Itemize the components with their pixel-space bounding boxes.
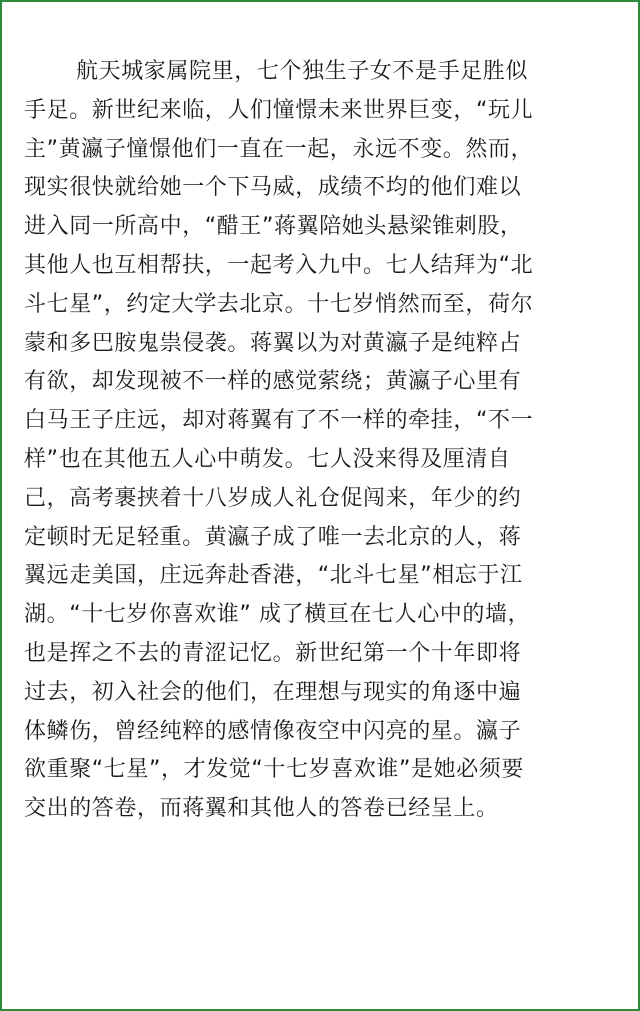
paragraph-line: 有欲，却发现被不一样的感觉萦绕；黄瀛子心里有 — [24, 369, 522, 395]
paragraph-line: 也是挥之不去的青涩记忆。新世纪第一个十年即将 — [24, 640, 522, 666]
paragraph-line: 湖。“十七岁你喜欢谁” 成了横亘在七人心中的墙， — [24, 602, 531, 628]
paragraph-line: 欲重聚“七星”，才发觉“十七岁喜欢谁”是她必须要 — [24, 757, 524, 783]
paragraph-line: 手足。新世纪来临，人们憧憬未来世界巨变，“玩儿 — [24, 97, 534, 123]
paragraph-line: 斗七星”，约定大学去北京。十七岁悄然而至，荷尔 — [24, 291, 534, 317]
paragraph-line: 主”黄瀛子憧憬他们一直在一起，永远不变。然而， — [24, 136, 534, 162]
paragraph-line: 白马王子庄远，却对蒋翼有了不一样的牵挂，“不一 — [24, 408, 534, 434]
paragraph-line: 己，高考裹挟着十八岁成人礼仓促闯来，年少的约 — [24, 485, 522, 511]
paragraph-line: 翼远走美国，庄远奔赴香港，“北斗七星”相忘于江 — [24, 563, 523, 589]
paragraph-line: 体鳞伤，曾经纯粹的感情像夜空中闪亮的星。瀛子 — [24, 718, 522, 744]
paragraph-line: 交出的答卷，而蒋翼和其他人的答卷已经呈上。 — [24, 796, 499, 822]
paragraph-line: 其他人也互相帮扶，一起考入九中。七人结拜为“北 — [24, 252, 534, 278]
paragraph-line: 定顿时无足轻重。黄瀛子成了唯一去北京的人，蒋 — [24, 524, 522, 550]
synopsis-paragraph — [24, 53, 624, 829]
paragraph-line: 现实很快就给她一个下马威，成绩不均的他们难以 — [24, 175, 522, 201]
paragraph-line: 蒙和多巴胺鬼祟侵袭。蒋翼以为对黄瀛子是纯粹占 — [24, 330, 522, 356]
paragraph-line: 过去，初入社会的他们，在理想与现实的角逐中遍 — [24, 679, 522, 705]
paragraph-line: 样”也在其他五人心中萌发。七人没来得及厘清自 — [24, 446, 511, 472]
paragraph-line: 进入同一所高中，“醋王”蒋翼陪她头悬梁锥刺股， — [24, 214, 523, 240]
paragraph-line: 航天城家属院里，七个独生子女不是手足胜似 — [76, 59, 529, 84]
